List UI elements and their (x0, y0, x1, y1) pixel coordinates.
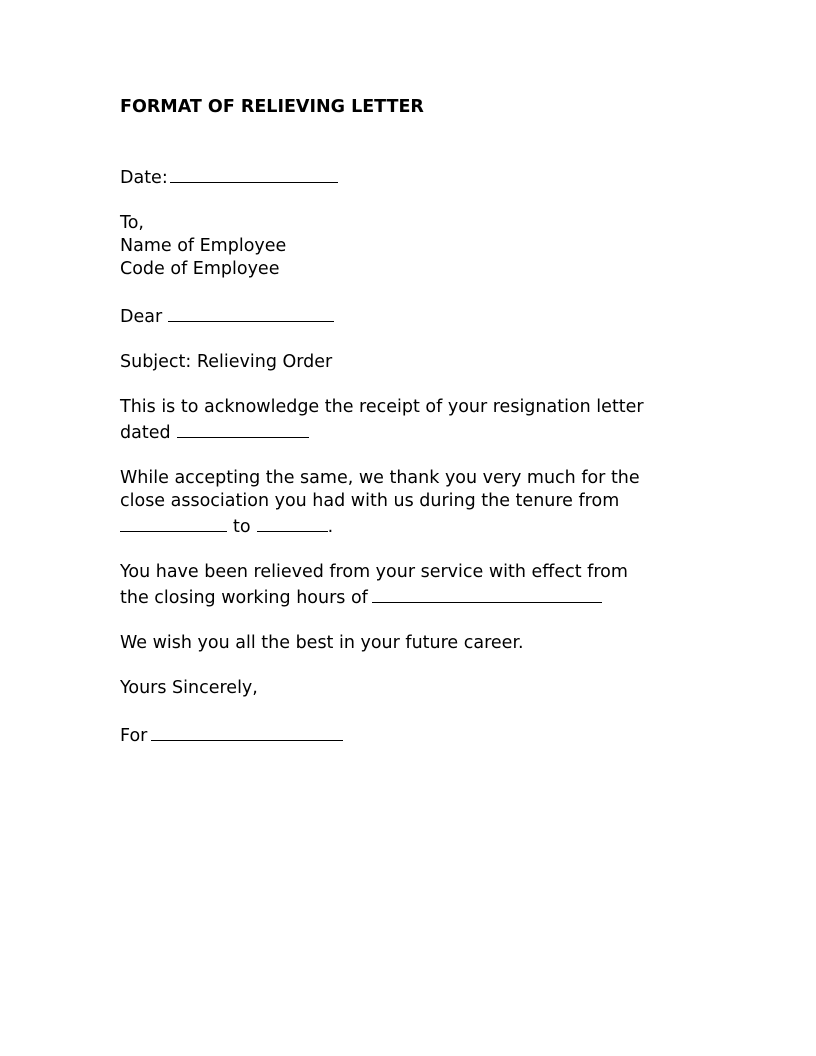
tenure-from-blank (120, 513, 227, 532)
para2-line3 (120, 513, 720, 539)
para4: We wish you all the best in your future career. (120, 633, 524, 653)
for-line (120, 722, 720, 748)
subject-line: Subject: Relieving Order (120, 352, 333, 372)
to-label: To, (120, 213, 144, 233)
para3-line1: You have been relieved from your service with effect from (120, 562, 628, 582)
tenure-end-period: . (327, 517, 334, 537)
dated-blank (177, 419, 309, 438)
document-title: FORMAT OF RELIEVING LETTER (120, 97, 424, 117)
salutation-line (120, 303, 720, 329)
date-blank (170, 164, 338, 183)
para1-line2 (120, 419, 720, 445)
dear-label: Dear (120, 307, 163, 327)
tenure-to-label: to (233, 517, 251, 537)
para1-line1: This is to acknowledge the receipt of your resignation letter (120, 397, 644, 417)
closing-hours-label: the closing working hours of (120, 588, 368, 608)
employee-name: Name of Employee (120, 236, 287, 256)
date-label: Date: (120, 168, 168, 188)
employee-code: Code of Employee (120, 259, 280, 279)
para2-line2: close association you had with us during the tenure from (120, 491, 620, 511)
dated-label: dated (120, 423, 171, 443)
for-blank (151, 722, 343, 741)
for-label: For (120, 726, 148, 746)
tenure-to-blank (257, 513, 328, 532)
closing-hours-blank (372, 584, 602, 603)
dear-blank (168, 303, 334, 322)
date-line (120, 164, 720, 190)
closing-line: Yours Sincerely, (120, 678, 258, 698)
letter-content (120, 96, 720, 748)
para2-line1: While accepting the same, we thank you very much for the (120, 468, 640, 488)
para3-line2 (120, 584, 720, 610)
